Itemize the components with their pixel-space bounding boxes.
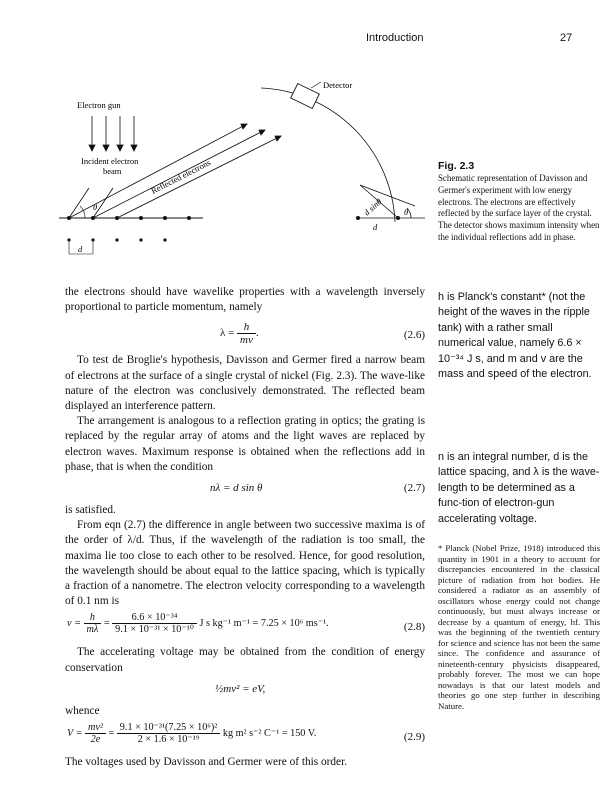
eq29-fraction-2 [117,722,221,745]
eq26-number: (2.6) [403,329,425,342]
eq28-fraction-2 [112,612,197,635]
paragraph-6: The accelerating voltage may be obtained from the condition of energy conservation [65,646,425,674]
crystal-atoms [67,216,191,242]
equation-2-7 [65,475,425,503]
eq-energy-text: ½mv² = eV, [215,682,266,695]
paragraph-8: The voltages used by Davisson and Germer were of this order. [65,756,348,769]
eq27-number: (2.7) [403,482,425,495]
electron-gun-label: Electron gun [77,100,121,110]
eq28-tail: J s kg⁻¹ m⁻¹ = 7.25 × 10⁶ ms⁻¹. [199,618,329,630]
paragraph-2: To test de Broglie's hypothesis, Davisson and Germer fired a narrow beam of electrons at the surface of a single crystal of nickel (Fig. 2.3). The wave-like nature of the electron was conclusively demonstrated. The reflected beam displayed an interference pattern. [65,354,425,413]
theta-label-right: θ [404,207,409,217]
reflected-rays [69,124,281,218]
d-label-left: d [78,244,83,254]
eq26-tail: . [255,327,259,340]
figure-caption-text: Schematic representation of Davisson and Germer's experiment with low energy electrons. The electrons are effectively reflected by the surface layer of the crystal. The detector shows maximum intensity when the individual reflections add in phase. [438,173,600,242]
eq29-n2: 9.1 × 10⁻³¹(7.25 × 10⁶)² [117,722,221,734]
figure-label: Fig. 2.3 [438,160,475,172]
incident-rays [69,188,113,218]
eq28-d2: 9.1 × 10⁻³¹ × 10⁻¹⁰ [115,624,194,636]
eq29-d2: 2 × 1.6 × 10⁻¹⁹ [137,734,200,746]
equation-2-8: v = $\frac{h}{m\lambda}$ = $\frac{\text{6.6 × 10⁻³⁴}}{\text{9.1 × 10⁻³¹ × 10⁻¹⁰}}$ J s kg⁻¹ m⁻¹ = 7.25 × 10⁶ ms⁻¹. (2.8) [67,612,425,636]
margin-note-1: h is Planck's constant* (not the height of the waves in the ripple tank) with a rather small numerical value, namely 6.6 × 10⁻³⁴ J s, and m and v are the mass and speed of the electron. [438,291,592,381]
theta-label-left: θ [93,202,98,212]
paragraph-7: whence [65,704,100,717]
reflected-electrons-label: Reflected electrons [149,157,213,196]
eq27-text: nλ = d sin θ [210,482,263,495]
eq28-fraction-1 [84,612,102,635]
eq29-n1: mv² [85,722,106,734]
eq28-lhs: v = [67,618,81,630]
incident-beam-label-2: beam [103,166,122,176]
equation-energy [65,676,425,704]
eq28-n1: h [84,612,102,624]
paragraph-3: The arrangement is analogous to a reflection grating in optics; the grating is replaced by the regular array of atoms and the light waves are replaced by electron waves. Maximum response is obtained when the reflections add in phase, that is when the condition [65,415,425,473]
figure-caption [438,160,600,244]
eq28-number: (2.8) [403,621,425,634]
paragraph-1: the electrons should have wavelike properties with a wavelength inversely proportional to particle momentum, namely [65,286,425,314]
equation-2-6 [65,317,425,353]
incident-arrows [89,116,137,151]
eq29-number: (2.9) [403,731,425,744]
eq29-tail: kg m² s⁻² C⁻¹ = 150 V. [222,727,317,739]
footnote: * Planck (Nobel Prize, 1918) introduced this quantity in 1901 in a theory to account for discrepancies encountered in the classical picture of radiation from hot bodies. He considered a radiator as an assembly of oscillators whose energy could not change continuously, but must always increase or decrease by a quantum of energy, hf. This was the beginning of the twentieth century for science and science has not been the same since. The confidence and assurance of nineteenth-century physicists disappeared, probably forever. The most we can hope nowadays is that our latest models and theories go one step further in describing Nature. [438,543,600,711]
d-sin-theta-label: d sinθ [361,196,384,218]
eq26-lhs: λ = [220,327,235,340]
davisson-germer-diagram [55,70,435,280]
eq26-num: h [237,321,256,334]
paragraph-4: is satisfied. [65,504,116,517]
main-column [65,285,425,770]
eq26-den: mv [240,334,253,347]
page-number: 27 [560,32,573,44]
incident-beam-label-1: Incident electron [81,156,139,166]
running-title: Introduction [366,32,424,44]
eq28-d1: mλ [86,624,99,636]
equation-2-9: V = $\frac{\text{mv²}}{2e}$ = $\frac{\text{9.1 × 10⁻³¹(7.25 × 10⁶)²}}{\text{2 × 1.6 × 10⁻¹⁹}}$ kg m² s⁻² C⁻¹ = 150 V. (2.9) [67,722,425,746]
detector-label: Detector [323,80,353,90]
eq29-fraction-1 [85,722,106,745]
eq29-lhs: V = [67,727,83,739]
eq28-n2: 6.6 × 10⁻³⁴ [112,612,197,624]
paragraph-5: From eqn (2.7) the difference in angle between two successive maxima is of the order of λ/d. Thus, if the wavelength of the radiation is too small, the maxima lie too close to each other to be resolved. Hence, for good resolution, the wavelength should be about equal to the lattice spacing, which is typically a fraction of a nanometre. The electron velocity corresponding to a wavelength of 0.1 nm is [65,519,425,608]
d-label-right: d [373,222,378,232]
eq26-fraction [237,321,256,346]
eq29-d1: 2e [90,734,101,746]
margin-note-2: n is an integral number, d is the lattice spacing, and λ is the wave-length to be determined as a func-tion of electron-gun accelerating voltage. [438,451,600,525]
detector-box [291,84,320,109]
